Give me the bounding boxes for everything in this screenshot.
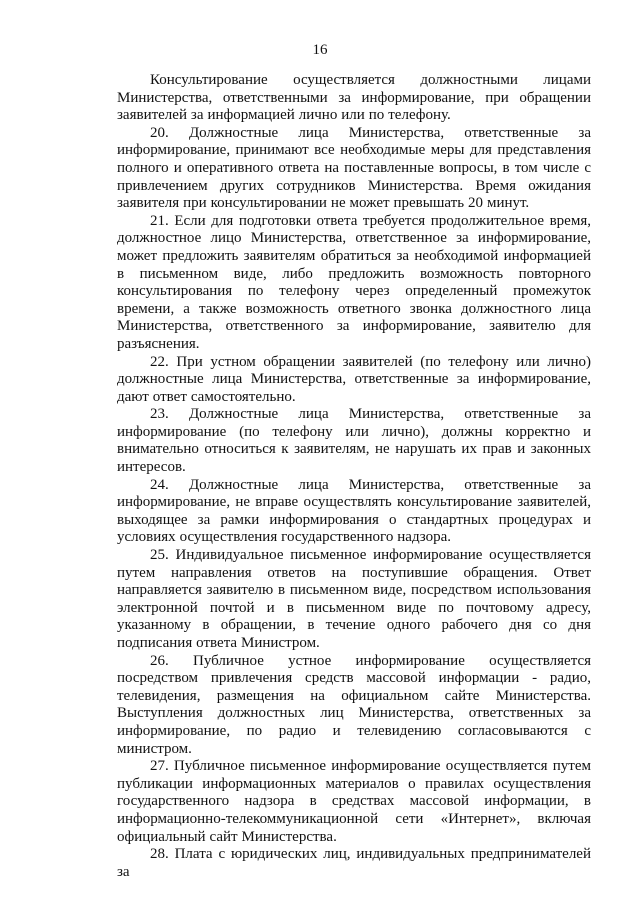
paragraph-27: 27. Публичное письменное информирование осуществляется путем публикации информационных материалов о правилах осуществления государственного надзора в средствах массовой информации, в информационно-телекоммуникационной сети «Интернет», включая официальный сайт Министерства. [117,758,591,845]
paragraph: Консультирование осуществляется должностными лицами Министерства, ответственными за информирование, при обращении заявителей за информацией лично или по телефону. [117,72,591,124]
paragraph-22: 22. При устном обращении заявителей (по телефону или лично) должностные лица Министерства, ответственные за информирование, дают ответ самостоятельно. [117,353,591,405]
paragraph-24: 24. Должностные лица Министерства, ответственные за информирование, не вправе осуществлять консультирование заявителей, выходящее за рамки информирования о стандартных процедурах и условиях осуществления государственного надзора. [117,476,591,546]
paragraph-25: 25. Индивидуальное письменное информирование осуществляется путем направления ответов на поступившие обращения. Ответ направляется заявителю в письменном виде, посредством использования электронной почтой и в письменном виде по почтовому адресу, указанному в обращении, в течение одного рабочего дня со дня подписания ответа Министром. [117,547,591,651]
paragraph-21: 21. Если для подготовки ответа требуется продолжительное время, должностное лицо Министерства, ответственное за информирование, может предложить заявителям обратиться за необходимой информацией в письменном виде, либо предложить возможность повторного консультирования по телефону через определенный промежуток времени, а также возможность ответного звонка должностного лица Министерства, ответственного за информирование, заявителю для разъяснения. [117,212,591,352]
paragraph-26: 26. Публичное устное информирование осуществляется посредством привлечения средств массовой информации - радио, телевидения, размещения на официальном сайте Министерства. Выступления должностных лиц Министерства, ответственных за информирование, по радио и телевидению согласовываются с министром. [117,652,591,757]
paragraph-28: 28. Плата с юридических лиц, индивидуальных предпринимателей за [117,846,591,880]
paragraph-23: 23. Должностные лица Министерства, ответственные за информирование (по телефону или лично), должны корректно и внимательно относиться к заявителям, не нарушать их прав и законных интересов. [117,406,591,476]
paragraph-20: 20. Должностные лица Министерства, ответственные за информирование, принимают все необходимые меры для представления полного и оперативного ответа на поставленные вопросы, в том числе с привлечением других сотрудников Министерства. Время ожидания заявителя при консультировании не может превышать 20 минут. [117,124,591,212]
document-body [117,72,591,881]
page-number: 16 [312,42,328,58]
